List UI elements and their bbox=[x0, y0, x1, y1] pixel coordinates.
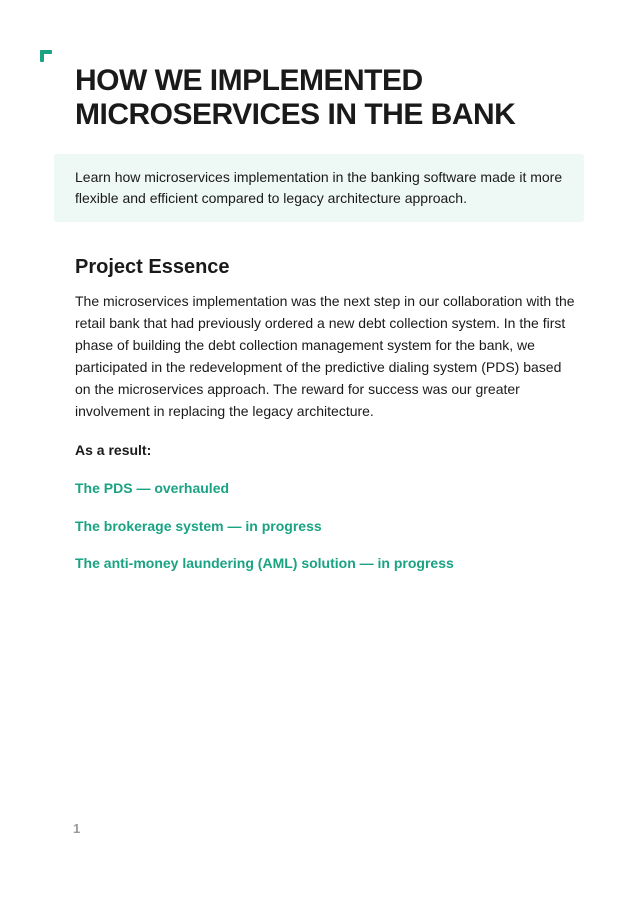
results-list bbox=[75, 478, 454, 591]
page-title-line-1: HOW WE IMPLEMENTED bbox=[75, 64, 423, 97]
corner-bracket-icon bbox=[40, 50, 52, 62]
intro-text: Learn how microservices implementation in the banking software made it more flexible and efficient compared to legacy architecture approach. bbox=[75, 169, 563, 206]
page-title-line-2: MICROSERVICES IN THE BANK bbox=[75, 98, 516, 131]
result-item-brokerage: The brokerage system — in progress bbox=[75, 517, 322, 534]
page-number: 1 bbox=[73, 821, 81, 836]
result-item-aml: The anti-money laundering (AML) solution — in progress bbox=[75, 555, 454, 571]
result-item-pds: The PDS — overhauled bbox=[75, 480, 230, 496]
section-heading: Project Essence bbox=[75, 256, 230, 278]
intro-box bbox=[54, 154, 584, 222]
section-body-text: The microservices implementation was the next step in our collaboration with the retail bank that had previously ordered a new debt collection system. In the first phase of building the debt collection management system for the bank, we participated in the redevelopment of the predictive dialing system (PDS) based on the microservices approach. The reward for success was our greater involvement in replacing the legacy architecture. bbox=[75, 293, 575, 419]
result-label: As a result: bbox=[75, 442, 152, 458]
page-title bbox=[75, 64, 595, 132]
